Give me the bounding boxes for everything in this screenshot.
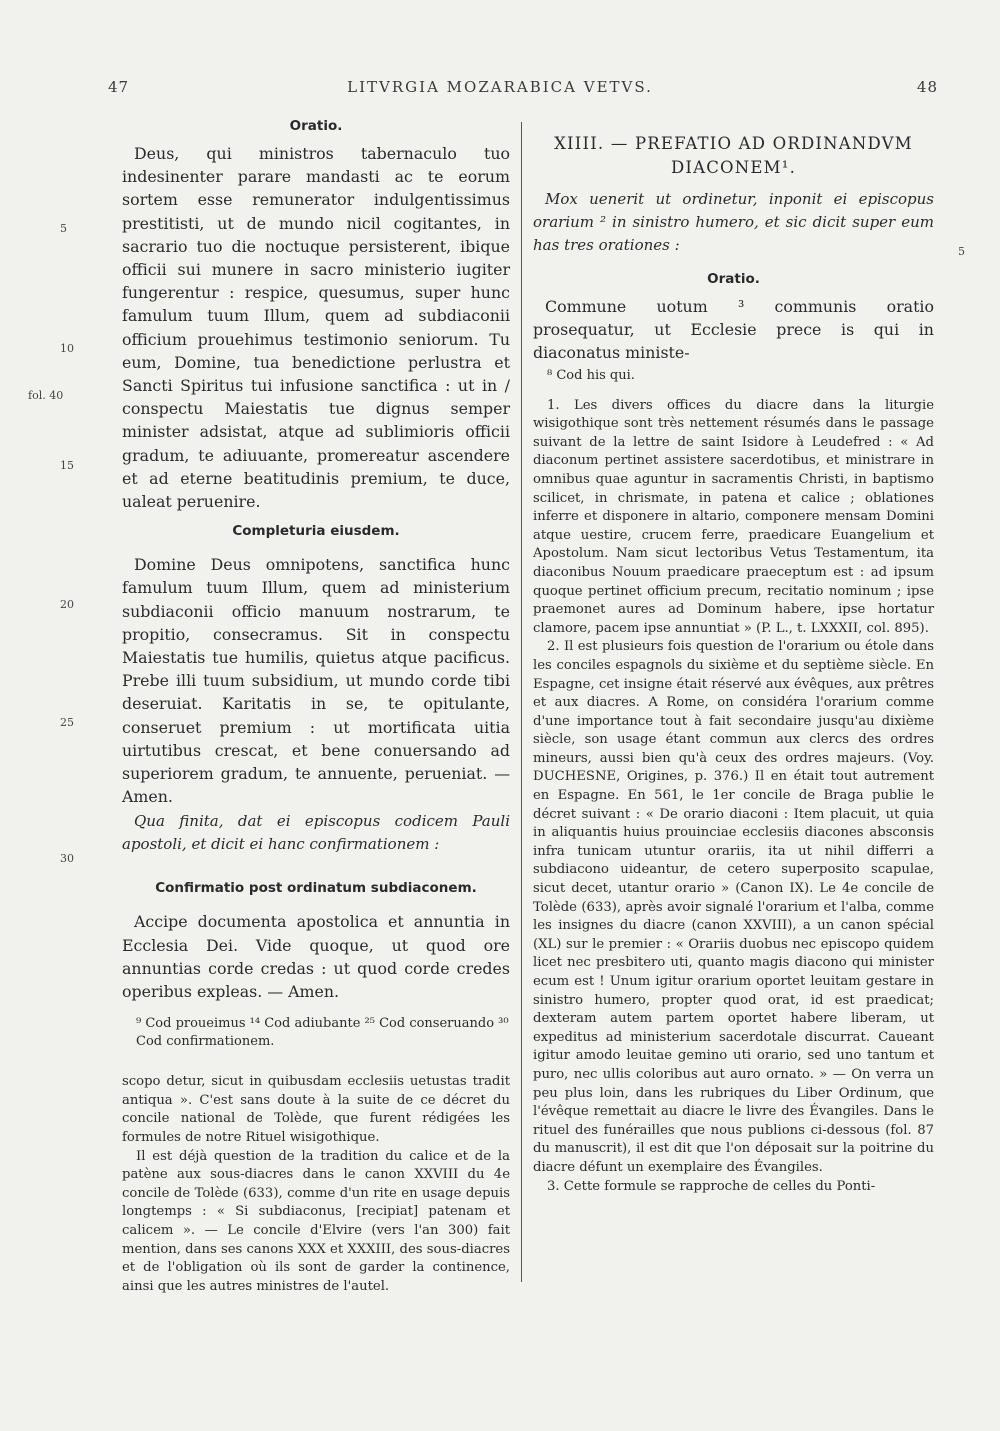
right-column	[533, 132, 934, 1196]
confirmatio-text: Accipe documenta apostolica et annuntia in Ecclesia Dei. Vide quoque, ut quod ore annuntias corde credas : ut quod corde credes operibus expleas. — Amen.	[122, 912, 510, 1002]
completuria-heading: Completuria eiusdem.	[232, 523, 400, 540]
line-number: 10	[60, 342, 74, 355]
footnote: ⁹ Cod proueimus ¹⁴ Cod adiubante ²⁵ Cod conseruando ³⁰ Cod confirmationem.	[136, 1016, 509, 1050]
line-number: 30	[60, 852, 74, 865]
line-number: 25	[60, 716, 74, 729]
column-divider	[521, 122, 522, 1282]
rubric: Mox uenerit ut ordinetur, inponit ei episcopus orarium ² in sinistro humero, et sic dicit super eum has tres orationes :	[533, 190, 934, 254]
note-3: 3. Cette formule se rapproche de celles du Ponti-	[547, 1178, 876, 1194]
completuria-text: Domine Deus omnipotens, sanctifica hunc famulum tuum Illum, quem ad ministerium subdiaconii officio manuum nostrarum, te propitio, consecramus. Sit in conspectu Maiestatis tue humilis, quietus atque pacificus. Prebe illi tuum subsidium, ut mundo corde tibi deseruiat. Karitatis in se, te opitulante, conseruet premium : ut mortificata uitia uirtutibus crescat, et bene conuersando ad superiorem gradum, te annuente, perueniat. — Amen.	[122, 555, 510, 807]
line-number: 20	[60, 598, 74, 611]
line-number: 15	[60, 459, 74, 472]
section-title: XIIII. — PREFATIO AD ORDINANDVM DIACONEM¹.	[554, 134, 913, 177]
note-paragraph: Il est déjà question de la tradition du calice et de la patène aux sous-diacres dans le canon XXVIII du 4e concile de Tolède (633), comme d'un rite en usage depuis longtemps : « Si subdiaconus, [recipiat] patenam et calicem ». — Le concile d'Elvire (vers l'an 300) fait mention, dans ses canons XXX et XXXIII, des sous-diacres et de l'obligation où ils sont de garder la continence, ainsi que les autres ministres de l'autel.	[122, 1148, 510, 1294]
rubric: Qua finita, dat ei episcopus codicem Pauli apostoli, et dicit ei hanc confirmationem :	[122, 812, 510, 854]
confirmatio-heading: Confirmatio post ordinatum subdiaconem.	[155, 880, 477, 897]
line-number: 5	[60, 222, 67, 235]
notes	[533, 397, 934, 1197]
left-column	[122, 118, 510, 1296]
line-number: 5	[958, 245, 965, 258]
footnote: ⁸ Cod his qui.	[547, 367, 635, 383]
folio-marker: fol. 40	[28, 389, 64, 402]
right-page-number: 48	[916, 78, 938, 96]
notes-continuation	[122, 1073, 510, 1296]
note-1: 1. Les divers offices du diacre dans la liturgie wisigothique sont très nettement résumés dans le passage suivant de la lettre de saint Isidore à Leudefred : « Ad diaconum pertinet assistere sacerdotibus, et ministrare in omnibus quae aguntur in sacramentis Christi, in baptismo scilicet, in chrismate, in patena et calice ; oblationes inferre et disponere in altario, componere mensam Domini atque uestire, crucem ferre, praedicare Euangelium et Apostolum. Nam sicut lectoribus Vetus Testamentum, ita diaconibus Nouum praedicare praeceptum est : ad ipsum quoque pertinet officium precum, recitatio nominum ; ipse praemonet aures ad Dominum habere, ipse hortatur clamore, pacem ipse annuntiat » (P. L., t. LXXXII, col. 895).	[533, 397, 934, 636]
note-2: 2. Il est plusieurs fois question de l'orarium ou étole dans les conciles espagnols du sixième et du septième siècle. En Espagne, cet insigne était réservé aux évêques, aux prêtres et aux diacres. A Rome, on considéra l'orarium comme d'une importance tout à fait secondaire jusqu'au dixième siècle, son usage étant commun aux clercs des ordres mineurs, aussi bien qu'à ceux des ordres majeurs. (Voy. DUCHESNE, Origines, p. 376.) Il en était tout autrement en Espagne. En 561, le 1er concile de Braga publie le décret suivant : « De orario diaconi : Item placuit, ut quia in aliquantis huius prouinciae ecclesiis diacones absconsis infra tunicam utuntur orariis, ita ut nihil differri a subdiacono uideantur, de cetero superposito scapulae, sicut decet, utantur orario » (Canon IX). Le 4e concile de Tolède (633), après avoir signalé l'orarium et l'alba, comme les insignes du diacre (canon XXVIII), a un canon spécial (XL) sur le premier : « Orariis duobus nec episcopo quidem licet nec presbitero uti, quanto magis diacono qui minister ecum est ! Unum igitur orarium oportet leuitam gestare in sinistro humero, propter quod orat, id est praedicat; dexteram autem partem oportet habere liberam, ut expeditus ad ministerium sacerdotale discurrat. Caueant igitur amodo leuitae gemino uti orario, sed uno tantum et puro, nec ullis coloribus aut auro ornato. » — On verra un peu plus loin, dans les rubriques du Liber Ordinum, que l'évêque remettait au diacre le livre des Évangiles. Dans le rituel des funérailles que nous publions ci-dessous (fol. 87 du manuscrit), il est dit que l'on déposait sur la poitrine du diacre défunt un exemplaire des Évangiles.	[533, 639, 934, 1175]
note-paragraph: scopo detur, sicut in quibusdam ecclesiis uetustas tradit antiqua ». C'est sans doute à la suite de ce décret du concile national de Tolède, que furent rédigées les formules de notre Rituel wisigothique.	[122, 1074, 510, 1146]
oratio-text: Commune uotum ³ communis oratio prosequatur, ut Ecclesie prece is qui in diaconatus ministe-	[533, 297, 934, 363]
oratio-heading: Oratio.	[289, 118, 343, 134]
oratio-text: Deus, qui ministros tabernaculo tuo indesinenter parare mandasti ac te eorum sortem esse remunerator indulgentissimus prestitisti, ut de mundo nicil cogitantes, in sacrario tuo die noctuque persisterent, ibique officii sui munere in sacro ministerio iugiter fungerentur : respice, quesumus, super hunc famulum tuum Illum, quem ad subdiaconii officium prouehimus testimonio seniorum. Tu eum, Domine, tua benedictione perlustra et Sancti Spiritus tui infusione sanctifica : ut in / conspectu Maiestatis tue dignus semper minister adsistat, atque ad sublimioris officii gradum, te adiuuante, promereatur ascendere et ad eterne beatitudinis premium, te duce, ualeat peruenire.	[122, 144, 510, 512]
oratio-heading: Oratio.	[707, 271, 760, 287]
left-page-number: 47	[108, 78, 130, 96]
running-title: LITVRGIA MOZARABICA VETVS.	[347, 78, 653, 96]
